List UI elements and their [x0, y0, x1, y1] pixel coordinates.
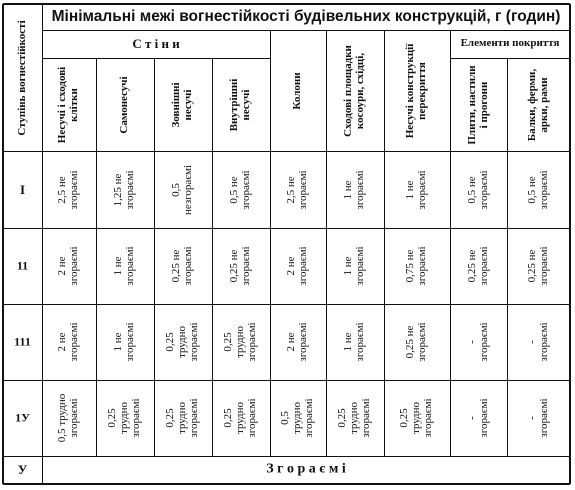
- value-cell: [450, 380, 507, 456]
- value-cell: [154, 304, 212, 380]
- walls-group-header: [42, 30, 270, 58]
- value-text: 0,25 не згораємі: [170, 246, 194, 286]
- value-text: 2,5 не згораємі: [285, 169, 309, 210]
- grid-line: [270, 30, 271, 456]
- value-cell: [212, 151, 270, 228]
- grid-line: [42, 30, 570, 31]
- header-text: Зовнішні несучі: [170, 81, 194, 128]
- value-cell: [212, 228, 270, 304]
- header-exterior-load-bearing-walls: [154, 58, 212, 151]
- value-cell: [96, 380, 154, 456]
- value-text: 0,25 трудно згораємі: [164, 398, 200, 438]
- value-text: - згораємі: [525, 398, 550, 438]
- value-cell: [42, 151, 96, 228]
- combustible-all-cell: [42, 456, 570, 484]
- table-title-text: Мінімальні межі вогнестійкості будівельних конструкцій, г (годин): [51, 7, 561, 25]
- grid-line: [42, 4, 43, 484]
- value-cell: [154, 151, 212, 228]
- grid-line: [2, 4, 4, 484]
- value-text: 2,5 не згораємі: [56, 169, 80, 210]
- value-cell: [96, 304, 154, 380]
- value-cell: [96, 228, 154, 304]
- value-cell: [326, 151, 384, 228]
- value-text: 0,5 незгораємі: [170, 164, 194, 215]
- value-text: 0,25 трудно згораємі: [222, 322, 258, 362]
- value-text: 0,25 не згораємі: [465, 246, 490, 286]
- value-cell: [42, 304, 96, 380]
- header-text: Колони: [291, 71, 304, 110]
- value-text: 1,25 не згораємі: [112, 169, 136, 210]
- header-text: Внутрішні несучі: [228, 78, 252, 131]
- grid-line: [154, 58, 155, 456]
- grid-line: [3, 151, 570, 152]
- value-text: 1 не згораємі: [342, 322, 366, 362]
- degree-header-text: Ступінь вогнестійкості: [15, 19, 28, 136]
- value-cell: [507, 151, 570, 228]
- value-text: 2 не згораємі: [56, 246, 80, 286]
- value-text: 2 не згораємі: [285, 322, 309, 362]
- degree-label: 111: [14, 334, 31, 349]
- degree-label: 11: [16, 258, 29, 273]
- header-text: Сходові площадки косоури, східці,: [342, 44, 366, 137]
- value-text: 2 не згораємі: [56, 322, 80, 362]
- grid-line: [384, 30, 385, 456]
- value-cell: [384, 228, 450, 304]
- grid-line: [3, 228, 570, 229]
- header-self-supporting-walls: [96, 58, 154, 151]
- value-text: 0,5 трудно згораємі: [56, 393, 80, 443]
- value-cell: [42, 380, 96, 456]
- value-cell: [384, 380, 450, 456]
- header-load-bearing-stair-walls: [42, 58, 96, 151]
- degree-cell: [3, 380, 42, 456]
- grid-line: [212, 58, 213, 456]
- value-text: 0,25 не згораємі: [404, 322, 428, 362]
- grid-line: [326, 30, 327, 456]
- degree-cell: [3, 304, 42, 380]
- grid-line: [3, 380, 570, 381]
- value-cell: [212, 380, 270, 456]
- value-text: 0,5 не згораємі: [228, 169, 252, 210]
- value-cell: [507, 304, 570, 380]
- combustible-all-text: З г о р а є м і: [266, 461, 346, 477]
- value-cell: [270, 304, 326, 380]
- value-cell: [326, 380, 384, 456]
- value-cell: [270, 228, 326, 304]
- value-text: 1 не згораємі: [342, 246, 366, 286]
- grid-line: [450, 30, 451, 456]
- value-cell: [326, 304, 384, 380]
- degree-cell: [3, 456, 42, 484]
- value-cell: [450, 304, 507, 380]
- header-text: Несучі і сходові клітки: [56, 66, 80, 143]
- value-cell: [270, 151, 326, 228]
- degree-cell: [3, 151, 42, 228]
- value-cell: [507, 380, 570, 456]
- header-floor-structures: [384, 30, 450, 151]
- header-slabs-purlins: [450, 58, 507, 151]
- value-text: 0,25 трудно згораємі: [336, 398, 372, 438]
- value-text: 0,25 трудно згораємі: [164, 322, 200, 362]
- value-cell: [507, 228, 570, 304]
- grid-line: [3, 483, 570, 485]
- value-text: 1 не згораємі: [342, 169, 366, 210]
- value-cell: [154, 380, 212, 456]
- header-beams-trusses: [507, 58, 570, 151]
- value-text: - згораємі: [525, 322, 550, 362]
- grid-line: [3, 304, 570, 305]
- degree-label: I: [19, 181, 26, 197]
- grid-line: [42, 58, 270, 59]
- degree-header: [3, 4, 42, 151]
- degree-label: У: [17, 462, 28, 478]
- value-text: 2 не згораємі: [285, 246, 309, 286]
- value-text: 0,5 трудно згораємі: [279, 398, 315, 438]
- value-cell: [450, 151, 507, 228]
- roof-group-header: [450, 30, 570, 58]
- value-text: - згораємі: [465, 322, 490, 362]
- value-cell: [326, 228, 384, 304]
- header-text: Несучі конструкції перекриття: [404, 43, 428, 138]
- header-stair-landings: [326, 30, 384, 151]
- value-cell: [384, 151, 450, 228]
- value-cell: [212, 304, 270, 380]
- value-text: - згораємі: [465, 398, 490, 438]
- roof-group-text: Елементи покриття: [460, 37, 560, 50]
- value-text: 0,5 не згораємі: [525, 169, 550, 210]
- table-title: [42, 4, 570, 30]
- value-cell: [270, 380, 326, 456]
- value-cell: [154, 228, 212, 304]
- walls-group-text: С т і н и: [132, 36, 180, 52]
- grid-line: [96, 58, 97, 456]
- value-text: 0,25 не згораємі: [228, 246, 252, 286]
- header-interior-load-bearing-walls: [212, 58, 270, 151]
- value-text: 0,25 не згораємі: [525, 246, 550, 286]
- value-text: 0,75 не згораємі: [404, 246, 428, 286]
- value-text: 1 не згораємі: [404, 169, 428, 210]
- degree-cell: [3, 228, 42, 304]
- value-cell: [96, 151, 154, 228]
- value-text: 1 не згораємі: [112, 322, 136, 362]
- value-cell: [42, 228, 96, 304]
- header-columns: [270, 30, 326, 151]
- degree-label: 1У: [15, 410, 30, 425]
- value-text: 0,5 не згораємі: [465, 169, 490, 210]
- header-text: Самонесучі: [118, 75, 131, 134]
- grid-line: [450, 58, 570, 59]
- value-text: 1 не згораємі: [112, 246, 136, 286]
- value-cell: [384, 304, 450, 380]
- grid-line: [3, 456, 570, 457]
- value-text: 0,25 трудно згораємі: [398, 398, 434, 438]
- value-text: 0,25 трудно згораємі: [106, 398, 142, 438]
- grid-line: [3, 3, 570, 5]
- value-cell: [450, 228, 507, 304]
- value-text: 0,25 трудно згораємі: [222, 398, 258, 438]
- grid-line: [507, 58, 508, 456]
- grid-line: [569, 4, 571, 484]
- header-text: Балки, ферми, арки, рами: [525, 68, 550, 141]
- header-text: Плити, настили і прогони: [465, 64, 490, 145]
